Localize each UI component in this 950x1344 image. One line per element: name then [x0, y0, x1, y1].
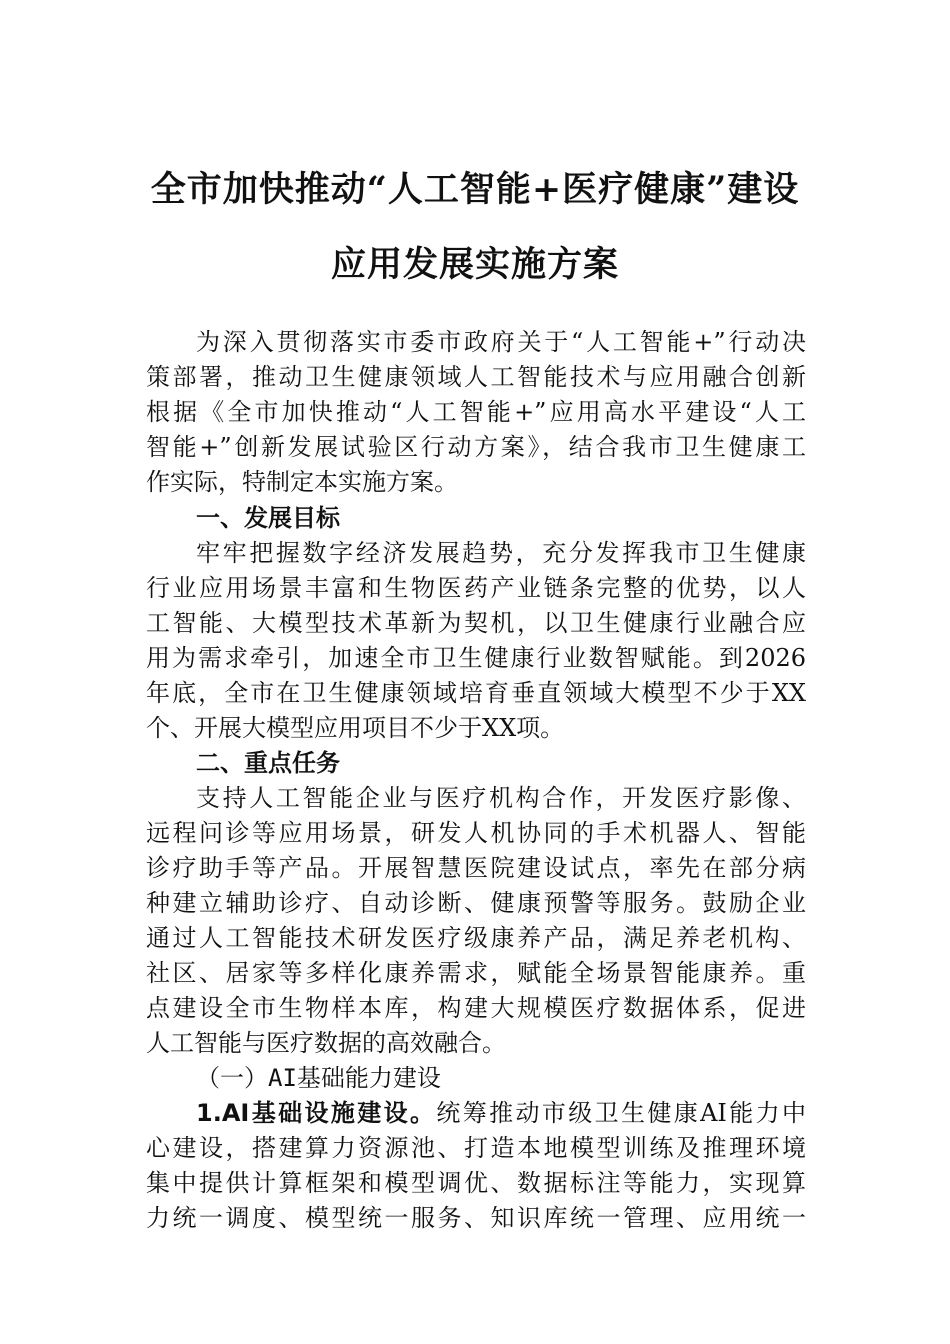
- item-text: 统筹推动市级卫生健康AI能力中: [436, 1099, 807, 1127]
- paragraph-line: 根据《全市加快推动“人工智能+”应用高水平建设“人工: [146, 398, 806, 426]
- paragraph-line: 点建设全市生物样本库，构建大规模医疗数据体系，促进: [146, 994, 806, 1022]
- paragraph-line: 牢牢把握数字经济发展趋势，充分发挥我市卫生健康: [196, 539, 806, 567]
- document-title-line-2: 应用发展实施方案: [330, 244, 619, 285]
- paragraph-line: 诊疗助手等产品。开展智慧医院建设试点，率先在部分病: [146, 854, 806, 882]
- document-title-line-1: 全市加快推动“人工智能+医疗健康”建设: [150, 169, 800, 210]
- paragraph-line: 力统一调度、模型统一服务、知识库统一管理、应用统一: [146, 1204, 806, 1232]
- paragraph-line: 为深入贯彻落实市委市政府关于“人工智能+”行动决: [196, 328, 806, 356]
- paragraph-line: 年底，全市在卫生健康领域培育垂直领域大模型不少于XX: [146, 679, 806, 707]
- item-title: 1.AI基础设施建设。: [196, 1099, 437, 1127]
- paragraph-line: 工智能、大模型技术革新为契机，以卫生健康行业融合应: [146, 609, 806, 637]
- paragraph-line: 人工智能与医疗数据的高效融合。: [146, 1029, 506, 1057]
- paragraph-line: 个、开展大模型应用项目不少于XX项。: [146, 714, 565, 742]
- paragraph-line: 行业应用场景丰富和生物医药产业链条完整的优势，以人: [146, 574, 806, 602]
- paragraph-line: 通过人工智能技术研发医疗级康养产品，满足养老机构、: [146, 924, 806, 952]
- paragraph-line: [196, 1097, 806, 1129]
- paragraph-line: 支持人工智能企业与医疗机构合作，开发医疗影像、: [196, 784, 806, 812]
- paragraph-line: 作实际，特制定本实施方案。: [146, 468, 458, 496]
- paragraph-line: 智能+”创新发展试验区行动方案》，结合我市卫生健康工: [146, 433, 806, 461]
- section-heading-goals: 一、发展目标: [196, 504, 340, 532]
- paragraph-line: 策部署，推动卫生健康领域人工智能技术与应用融合创新: [146, 363, 806, 391]
- subsection-heading-ai-basics: （一）AI基础能力建设: [196, 1064, 441, 1092]
- paragraph-line: 社区、居家等多样化康养需求，赋能全场景智能康养。重: [146, 959, 806, 987]
- paragraph-line: 集中提供计算框架和模型调优、数据标注等能力，实现算: [146, 1169, 806, 1197]
- paragraph-line: 远程问诊等应用场景，研发人机协同的手术机器人、智能: [146, 819, 806, 847]
- paragraph-line: 用为需求牵引，加速全市卫生健康行业数智赋能。到2026: [146, 644, 806, 672]
- paragraph-line: 种建立辅助诊疗、自动诊断、健康预警等服务。鼓励企业: [146, 889, 806, 917]
- section-heading-tasks: 二、重点任务: [196, 749, 340, 777]
- paragraph-line: 心建设，搭建算力资源池、打造本地模型训练及推理环境: [146, 1134, 806, 1162]
